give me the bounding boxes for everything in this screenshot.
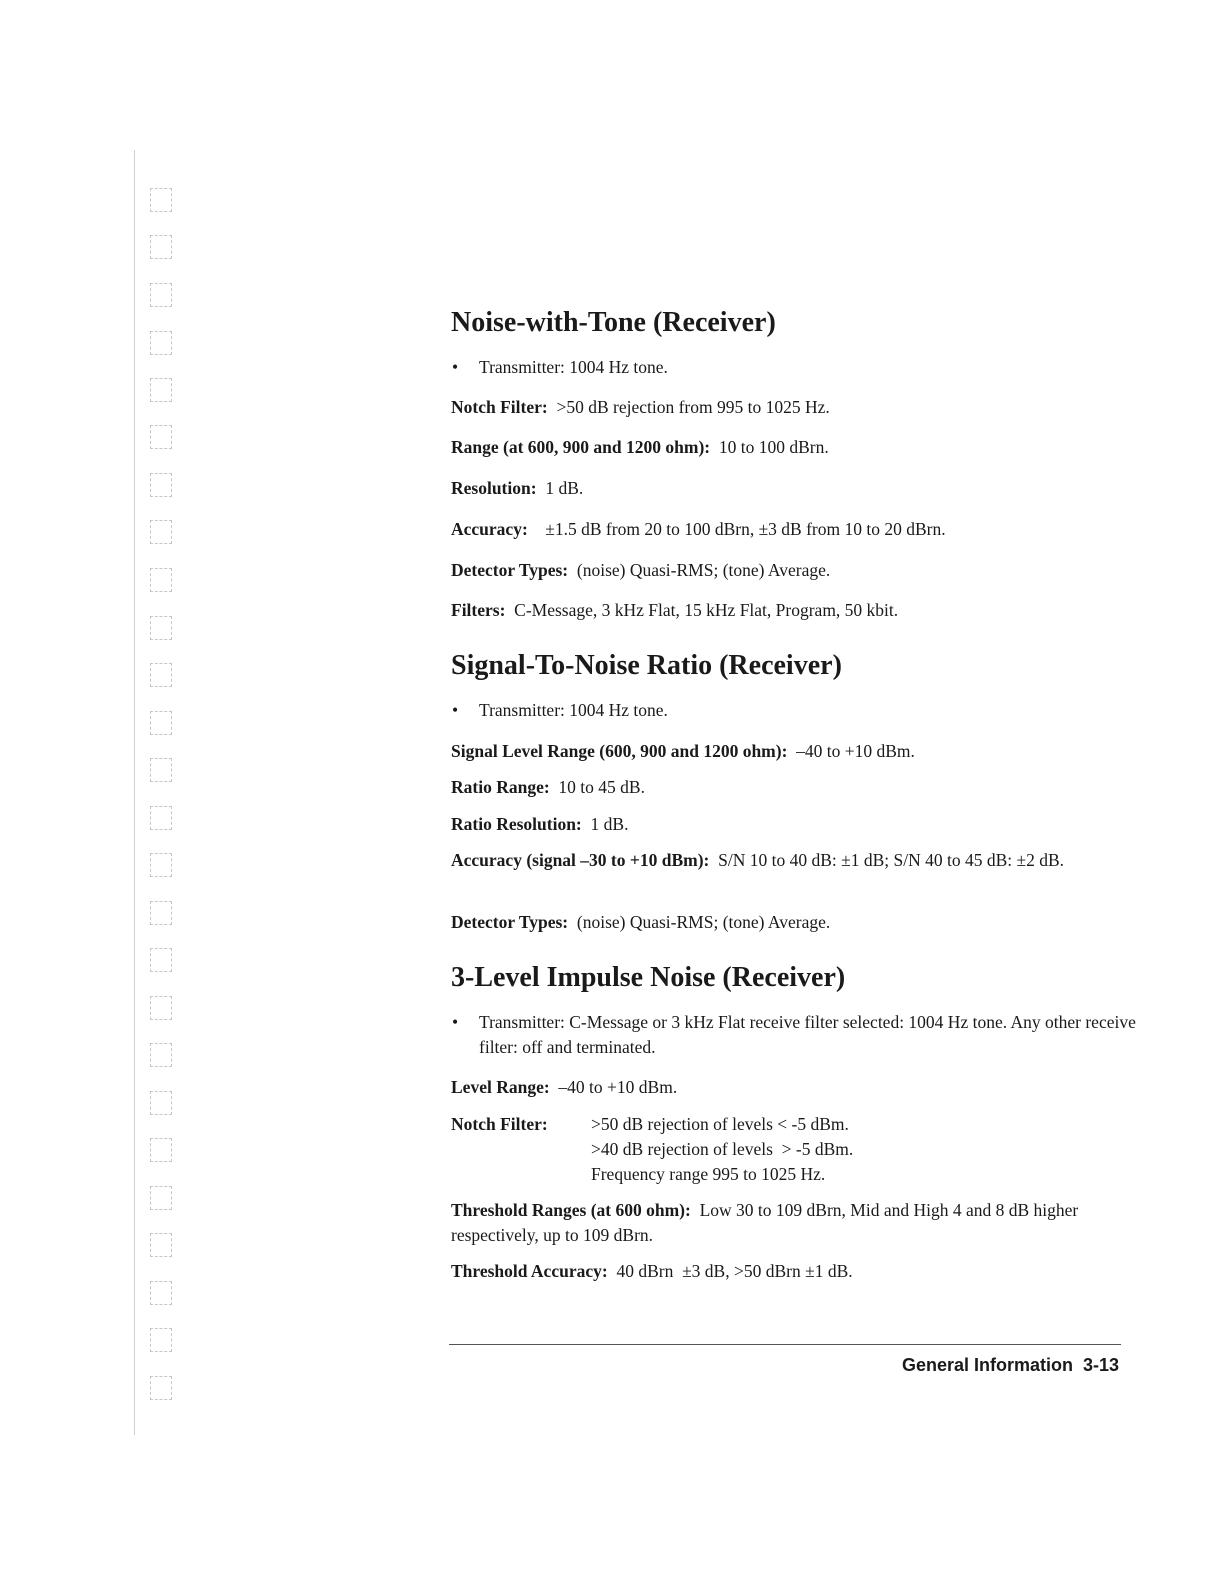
binder-hole [150,425,172,449]
spec-label: Notch Filter: [451,397,548,417]
spec-label: Ratio Range: [451,777,550,797]
spec-value: (noise) Quasi-RMS; (tone) Average. [576,912,831,932]
spec-value: 10 to 45 dB. [558,777,645,797]
spec-label: Level Range: [451,1077,550,1097]
spec-value: 1 dB. [545,478,584,498]
binder-hole [150,1043,172,1067]
spec-value: Frequency range 995 to 1025 Hz. [591,1164,826,1184]
spec-value: C-Message, 3 kHz Flat, 15 kHz Flat, Program, 50 kbit. [514,600,899,620]
spec-line [451,848,1116,873]
section-title: Signal-To-Noise Ratio (Receiver) [451,650,842,681]
binder-hole [150,473,172,497]
spec-line [451,517,1116,542]
binder-hole [150,996,172,1020]
spec-label: Threshold Accuracy: [451,1261,608,1281]
binder-hole [150,378,172,402]
spec-label: Threshold Ranges (at 600 ohm): [451,1200,691,1220]
spec-line [451,739,1116,764]
spec-value: 10 to 100 dBrn. [718,437,829,457]
binder-hole [150,520,172,544]
binder-hole [150,901,172,925]
binder-hole [150,853,172,877]
spec-label: Resolution: [451,478,537,498]
spec-value: >50 dB rejection of levels < -5 dBm. [591,1114,849,1134]
spec-line [451,775,1116,800]
binder-hole [150,331,172,355]
spec-value: (noise) Quasi-RMS; (tone) Average. [576,560,831,580]
spec-line [451,598,1116,623]
spec-label: Ratio Resolution: [451,814,582,834]
spec-value: –40 to +10 dBm. [558,1077,678,1097]
notch-filter-values [591,1112,1091,1187]
spec-line [451,1075,1116,1100]
spec-value: Low 30 to 109 dBrn, Mid and High 4 and 8 dB higher respectively, up to 109 dBrn. [451,1200,1079,1245]
spec-line [451,1198,1116,1248]
binder-hole [150,1233,172,1257]
spec-line [451,1259,1116,1284]
spec-label: Range (at 600, 900 and 1200 ohm): [451,437,711,457]
spec-line [451,558,1116,583]
binder-hole [150,1376,172,1400]
binder-hole [150,1328,172,1352]
spec-line [451,910,1116,935]
spec-label: Detector Types: [451,560,569,580]
binder-hole [150,806,172,830]
bullet-item: • Transmitter: 1004 Hz tone. [451,355,1144,380]
spec-label: Filters: [451,600,506,620]
spec-line [451,476,1116,501]
spec-value: S/N 10 to 40 dB: ±1 dB; S/N 40 to 45 dB: ±2 dB. [718,850,1065,870]
binder-hole [150,188,172,212]
binder-hole [150,616,172,640]
footer-page-number: 3-13 [1082,1355,1119,1375]
binder-margin-line [134,150,135,1435]
spec-label: Notch Filter: [451,1114,548,1134]
footer-rule [449,1344,1121,1345]
footer-section-name: General Information [901,1355,1073,1375]
spec-label: Signal Level Range (600, 900 and 1200 ohm): [451,741,788,761]
binder-hole [150,711,172,735]
bullet-item: • Transmitter: 1004 Hz tone. [451,698,1144,723]
binder-hole [150,1091,172,1115]
binder-hole [150,948,172,972]
spec-value: 40 dBrn ±3 dB, >50 dBrn ±1 dB. [616,1261,853,1281]
section-title: Noise-with-Tone (Receiver) [451,307,776,338]
spec-line [451,395,1116,420]
binder-hole [150,1138,172,1162]
spec-value: –40 to +10 dBm. [796,741,915,761]
binder-hole [150,235,172,259]
spec-line [451,435,1116,460]
spec-line-notch [451,1112,1116,1187]
spec-value: 1 dB. [590,814,629,834]
spec-label: Detector Types: [451,912,569,932]
binder-hole [150,758,172,782]
page-footer [902,1355,1119,1376]
section-title: 3-Level Impulse Noise (Receiver) [451,962,846,993]
spec-label: Accuracy (signal –30 to +10 dBm): [451,850,710,870]
spec-value: ±1.5 dB from 20 to 100 dBrn, ±3 dB from 10 to 20 dBrn. [545,519,946,539]
bullet-item: • Transmitter: C-Message or 3 kHz Flat receive filter selected: 1004 Hz tone. Any other receive filter: off and terminated. [451,1010,1144,1060]
binder-hole [150,663,172,687]
spec-value: >50 dB rejection from 995 to 1025 Hz. [556,397,830,417]
binder-hole [150,1186,172,1210]
binder-hole [150,283,172,307]
spec-label: Accuracy: [451,519,528,539]
spec-line [451,812,1116,837]
binder-hole [150,568,172,592]
binder-hole [150,1281,172,1305]
spec-value: >40 dB rejection of levels > -5 dBm. [591,1139,854,1159]
